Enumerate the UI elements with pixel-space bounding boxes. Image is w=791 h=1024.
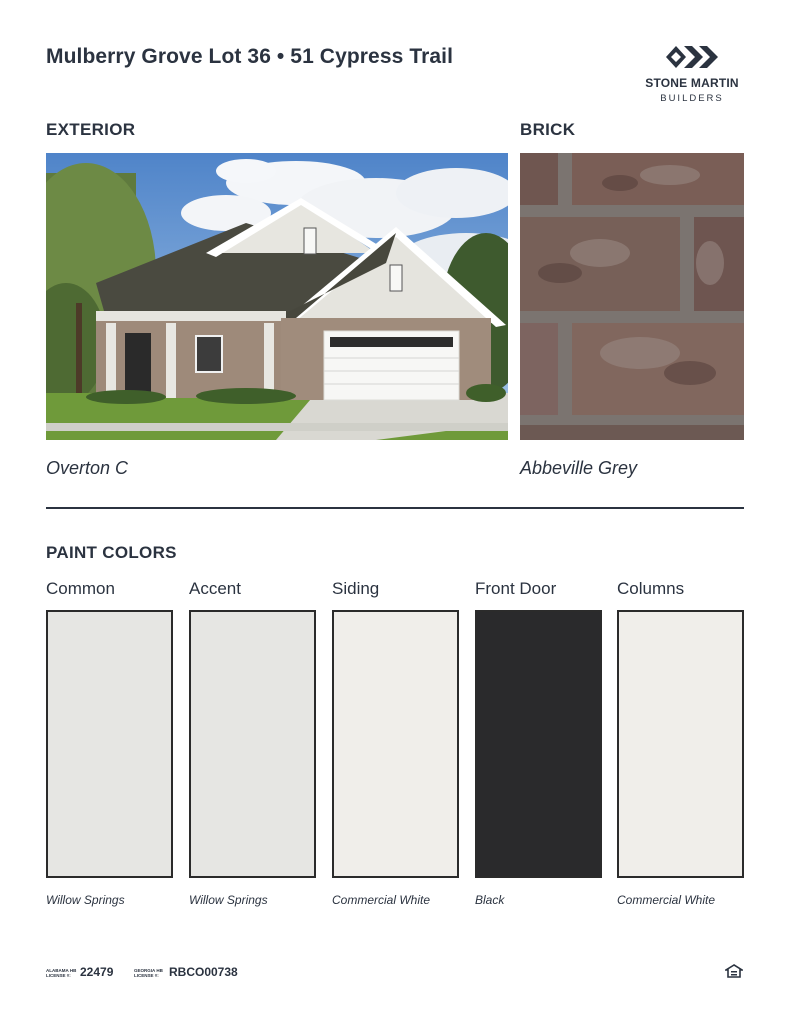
alabama-license-number: 22479 xyxy=(80,965,114,979)
color-swatch-columns xyxy=(617,610,744,878)
stone-martin-logo xyxy=(636,42,748,106)
page-title: Mulberry Grove Lot 36 • 51 Cypress Trail xyxy=(46,45,454,68)
equal-housing-icon xyxy=(725,964,743,978)
paint-colors-heading: PAINT COLORS xyxy=(46,543,177,562)
logo-text-secondary: BUILDERS xyxy=(660,93,724,104)
brick-heading: BRICK xyxy=(520,120,576,139)
exterior-heading: EXTERIOR xyxy=(46,120,136,139)
swatch-label-columns: Columns xyxy=(617,579,685,598)
logo-text-primary: STONE MARTIN xyxy=(645,76,739,90)
alabama-license-label-line2: LICENSE #: xyxy=(46,973,71,978)
brick-swatch-image xyxy=(520,153,744,440)
section-divider xyxy=(46,507,744,509)
swatch-label-siding: Siding xyxy=(332,579,380,598)
swatch-color-name-common: Willow Springs xyxy=(46,893,125,907)
exterior-rendering-image xyxy=(46,153,508,440)
brick-name: Abbeville Grey xyxy=(520,458,638,478)
georgia-license-label-line1: GEORGIA HB xyxy=(134,968,163,973)
swatch-label-front-door: Front Door xyxy=(475,579,557,598)
color-swatch-front-door xyxy=(475,610,602,878)
alabama-license-label-line1: ALABAMA HB xyxy=(46,968,77,973)
swatch-color-name-accent: Willow Springs xyxy=(189,893,268,907)
exterior-model-name: Overton C xyxy=(46,458,129,478)
color-swatch-siding xyxy=(332,610,459,878)
swatch-color-name-siding: Commercial White xyxy=(332,893,431,907)
logo-mark-icon xyxy=(666,42,718,72)
swatch-color-name-columns: Commercial White xyxy=(617,893,716,907)
swatch-label-common: Common xyxy=(46,579,115,598)
swatch-color-name-front-door: Black xyxy=(475,893,505,907)
georgia-license-label-line2: LICENSE #: xyxy=(134,973,159,978)
georgia-license-number: RBCO00738 xyxy=(169,965,238,979)
swatch-label-accent: Accent xyxy=(189,579,241,598)
color-swatch-accent xyxy=(189,610,316,878)
color-swatch-common xyxy=(46,610,173,878)
